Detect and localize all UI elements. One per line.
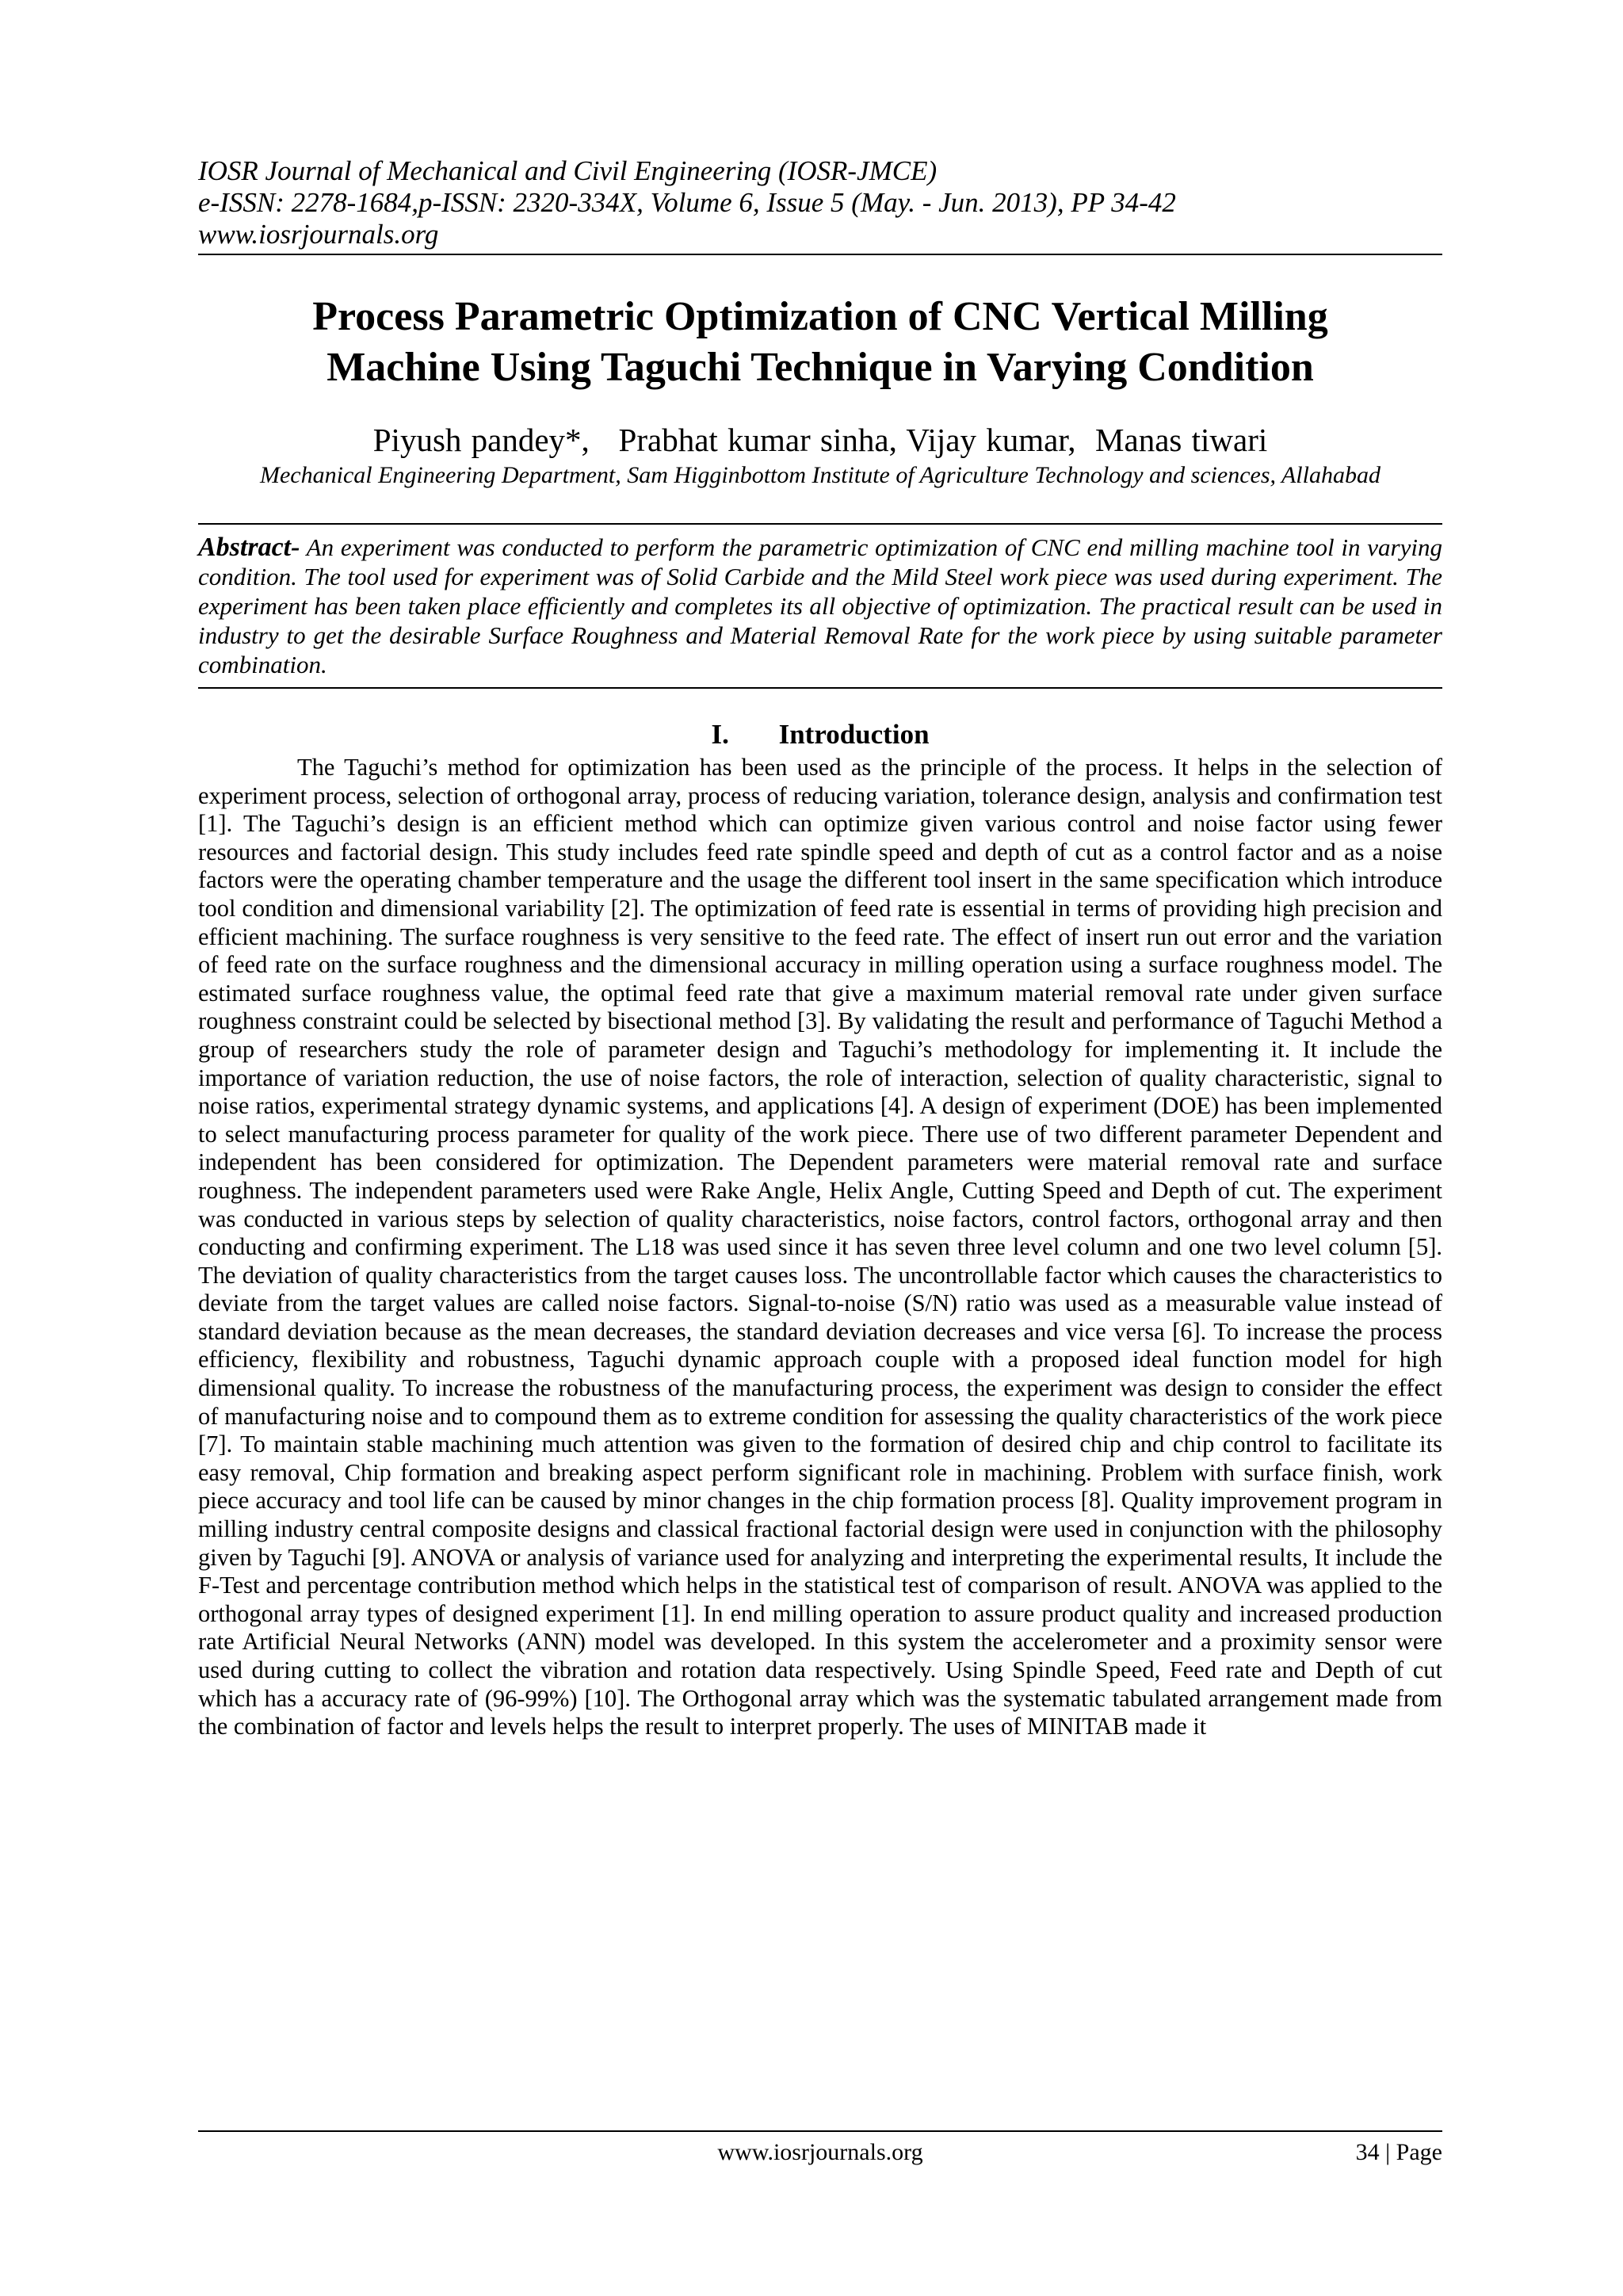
abstract-label: Abstract-: [198, 533, 300, 562]
abstract-top-divider: [198, 523, 1442, 525]
abstract-bottom-divider: [198, 687, 1442, 689]
page-number: 34 | Page: [1355, 2139, 1442, 2165]
introduction-paragraph: The Taguchi’s method for optimization has been used as the principle of the process. It helps in the selection of experiment process, selection of orthogonal array, process of reducing variation, tolerance design, analysis and confirmation test [1]. The Taguchi’s design is an efficient method which can optimize given various control and noise factor using fewer resources and factorial design. This study includes feed rate spindle speed and depth of cut as a control factor and as a noise factors were the operating chamber temperature and the usage the different tool insert in the same specification which introduce tool condition and dimensional variability [2]. The optimization of feed rate is essential in terms of providing high precision and efficient machining. The surface roughness is very sensitive to the feed rate. The effect of insert run out error and the variation of feed rate on the surface roughness and the dimensional accuracy in milling operation using a surface roughness model. The estimated surface roughness value, the optimal feed rate that give a maximum material removal rate under given surface roughness constraint could be selected by bisectional method [3]. By validating the result and performance of Taguchi Method a group of researchers study the role of parameter design and Taguchi’s methodology for implementing it. It include the importance of variation reduction, the use of noise factors, the role of interaction, selection of quality characteristic, signal to noise ratios, experimental strategy dynamic systems, and applications [4]. A design of experiment (DOE) has been implemented to select manufacturing process parameter for quality of the work piece. There use of two different parameter Dependent and independent has been considered for optimization. The Dependent parameters were material removal rate and surface roughness. The independent parameters used were Rake Angle, Helix Angle, Cutting Speed and Depth of cut. The experiment was conducted in various steps by selection of quality characteristics, noise factors, control factors, orthogonal array and then conducting and confirming experiment. The L18 was used since it has seven three level column and one two level column [5]. The deviation of quality characteristics from the target causes loss. The uncontrollable factor which causes the characteristics to deviate from the target values are called noise factors. Signal-to-noise (S/N) ratio was used as a measurable value instead of standard deviation because as the mean decreases, the standard deviation decreases and vice versa [6]. To increase the process efficiency, flexibility and robustness, Taguchi dynamic approach couple with a proposed ideal function model for high dimensional quality. To increase the robustness of the manufacturing process, the experiment was design to consider the effect of manufacturing noise and to compound them as to extreme condition for assessing the quality characteristics of the work piece [7]. To maintain stable machining much attention was given to the formation of desired chip and chip control to facilitate its easy removal, Chip formation and breaking aspect perform significant role in machining. Problem with surface finish, work piece accuracy and tool life can be caused by minor changes in the chip formation process [8]. Quality improvement program in milling industry central composite designs and classical fractional factorial design were used in conjunction with the philosophy given by Taguchi [9]. ANOVA or analysis of variance used for analyzing and interpreting the experimental results, It include the F-Test and percentage contribution method which helps in the statistical test of comparison of result. ANOVA was applied to the orthogonal array types of designed experiment [1]. In end milling operation to assure product quality and increased production rate Artificial Neural Networks (ANN) model was developed. In this system the accelerometer and a proximity sensor were used during cutting to collect the vibration and rotation data respectively. Using Spindle Speed, Feed rate and Depth of cut which has a accuracy rate of (96-99%) [10]. The Orthogonal array which was the systematic tabulated arrangement made from the combination of factor and levels helps the result to interpret properly. The uses of MINITAB made it: [198, 754, 1442, 1740]
section-heading: [198, 719, 1442, 751]
abstract: [198, 533, 1442, 679]
issn-line: e-ISSN: 2278-1684,p-ISSN: 2320-334X, Volume 6, Issue 5 (May. - Jun. 2013), PP 34-42: [198, 187, 1176, 218]
journal-name: IOSR Journal of Mechanical and Civil Engineering (IOSR-JMCE): [198, 155, 938, 186]
paper-page: [198, 0, 1442, 1741]
header-divider: [198, 254, 1442, 255]
journal-website: www.iosrjournals.org: [198, 219, 439, 250]
title-line-2: Machine Using Taguchi Technique in Varying Condition: [327, 345, 1314, 390]
author-affiliation: Mechanical Engineering Department, Sam Higginbottom Institute of Agriculture Technology and sciences, Allahabad: [260, 462, 1381, 488]
footer-website: www.iosrjournals.org: [717, 2139, 923, 2165]
section-title: Introduction: [778, 719, 930, 750]
paper-title: [198, 292, 1442, 393]
footer-divider: [198, 2130, 1442, 2132]
title-line-1: Process Parametric Optimization of CNC Vertical Milling: [312, 294, 1328, 339]
author-list: Piyush pandey*, Prabhat kumar sinha, Vijay kumar, Manas tiwari: [372, 422, 1268, 458]
journal-header: [198, 155, 1442, 250]
abstract-text: An experiment was conducted to perform the parametric optimization of CNC end milling machine tool in varying condition. The tool used for experiment was of Solid Carbide and the Mild Steel work piece was used during experiment. The experiment has been taken place efficiently and completes its all objective of optimization. The practical result can be used in industry to get the desirable Surface Roughness and Material Removal Rate for the work piece by using suitable parameter combination.: [198, 533, 1442, 678]
section-number: I.: [711, 719, 729, 750]
